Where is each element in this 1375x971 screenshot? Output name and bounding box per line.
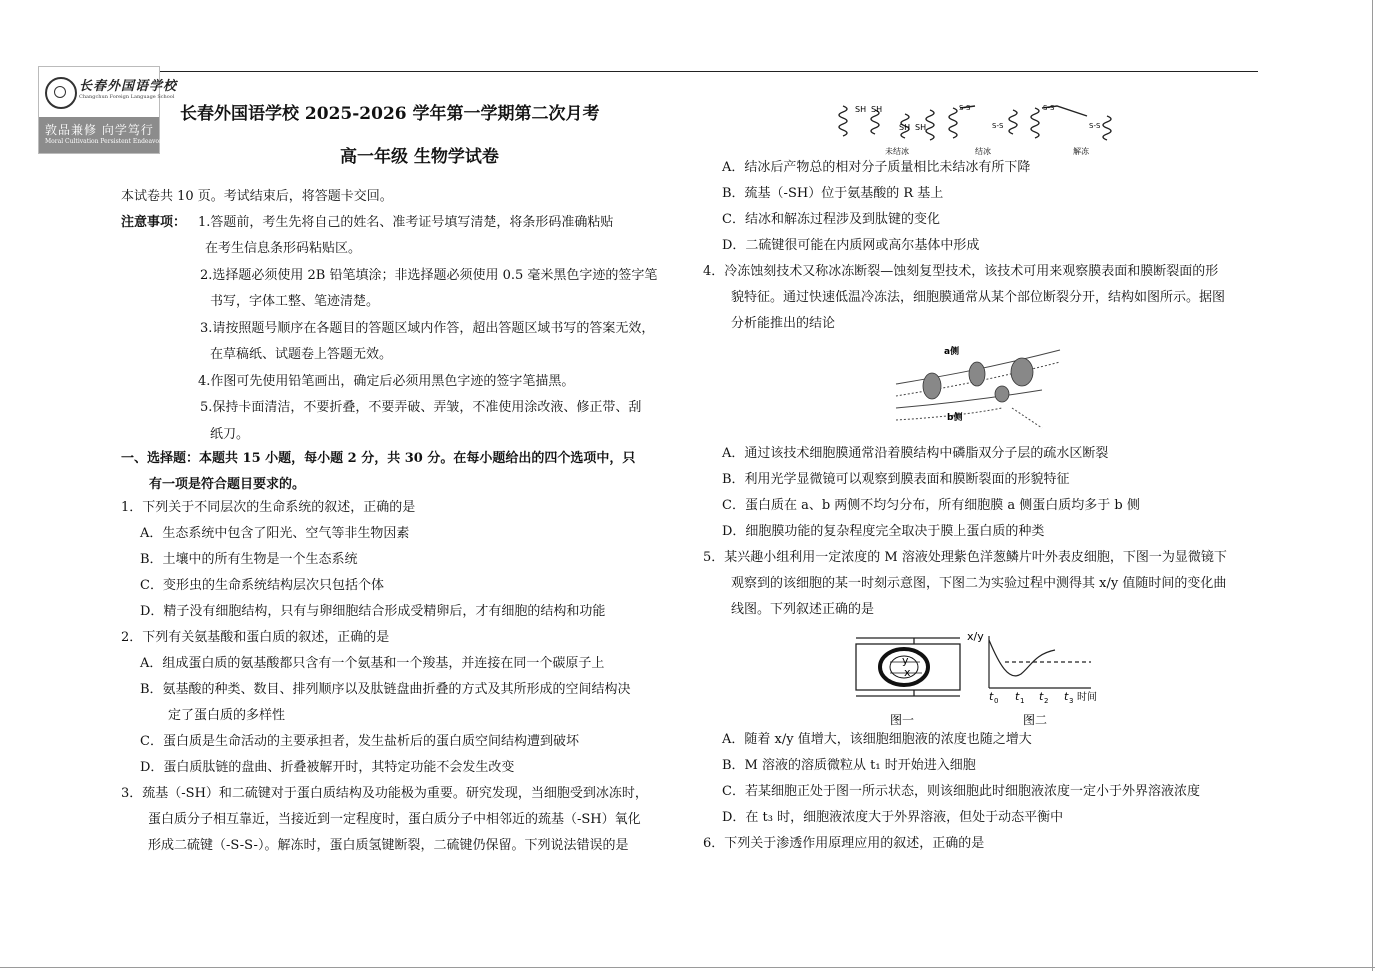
tick-t0-sub: 0 [994, 697, 999, 705]
ss-label-3: S-S [1043, 104, 1055, 112]
q1-stem: 1．下列关于不同层次的生命系统的叙述，正确的是 [121, 500, 416, 515]
membrane-tail [1012, 408, 1042, 428]
q4-membrane-figure [892, 342, 1067, 432]
ss-label-1: S-S [959, 104, 971, 112]
membrane-protein-3 [1011, 358, 1033, 386]
notice-line-1: 1.答题前，考生先将自己的姓名、准考证号填写清楚，将条形码准确粘贴 [198, 215, 614, 230]
tick-t2-sub: 2 [1044, 697, 1049, 705]
intro-text: 本试卷共 10 页。考试结束后，将答题卡交回。 [121, 189, 393, 204]
protein-chain-5 [949, 108, 957, 138]
membrane-protein-4 [995, 386, 1009, 402]
q5-stem-line3: 线图。下列叙述正确的是 [731, 602, 875, 617]
q1-option-c: C．变形虫的生命系统结构层次只包括个体 [140, 578, 384, 593]
fig-label-unfrozen: 未结冰 [885, 147, 909, 156]
side-a-label: a侧 [944, 347, 960, 357]
logo-motto-en: Moral Cultivation Persistent Endeavor [45, 138, 162, 145]
school-seal-icon [45, 77, 77, 109]
tick-t2: t [1039, 690, 1044, 703]
q2-option-d: D．蛋白质肽链的盘曲、折叠被解开时，其特定功能不会发生改变 [140, 760, 515, 775]
membrane-protein-2 [969, 362, 985, 386]
logo-english-name: Changchun Foreign Language School [79, 94, 175, 100]
sh-label-4: SH [915, 123, 927, 132]
q2-stem: 2．下列有关氨基酸和蛋白质的叙述，正确的是 [121, 630, 390, 645]
notice-label: 注意事项： [121, 215, 187, 230]
protein-chain-7 [1031, 108, 1039, 138]
q4-option-b: B．利用光学显微镜可以观察到膜表面和膜断裂面的形貌特征 [722, 472, 1070, 487]
q4-option-a: A．通过该技术细胞膜通常沿着膜结构中磷脂双分子层的疏水区断裂 [722, 446, 1109, 461]
notice-line-5: 3.请按照题号顺序在各题目的答题区域内作答，超出答题区域书写的答案无效， [200, 321, 655, 336]
page-edge-right [1372, 0, 1373, 971]
tick-t3: t [1064, 690, 1069, 703]
ss-label-4: S-S [1089, 122, 1101, 130]
q3-option-c: C．结冰和解冻过程涉及到肽键的变化 [722, 212, 940, 227]
q1-option-b: B．土壤中的所有生物是一个生态系统 [140, 552, 358, 567]
logo-school-name: 长春外国语学校 [79, 79, 178, 94]
fig2-caption: 图二 [1023, 713, 1048, 727]
q5-option-d: D．在 t₃ 时，细胞液浓度大于外界溶液，但处于动态平衡中 [722, 810, 1064, 825]
tick-t1: t [1015, 690, 1020, 703]
logo-motto: 敦品兼修 向学笃行 [45, 123, 154, 137]
q4-stem-line3: 分析能推出的结论 [731, 316, 836, 331]
notice-line-3: 2.选择题必须使用 2B 铅笔填涂；非选择题必须使用 0.5 毫米黑色字迹的签字笔 [200, 268, 658, 283]
q5-option-a: A．随着 x/y 值增大，该细胞细胞液的浓度也随之增大 [722, 732, 1032, 747]
header-rule [160, 71, 1258, 72]
q4-option-d: D．细胞膜功能的复杂程度完全取决于膜上蛋白质的种类 [722, 524, 1045, 539]
logo-upper [39, 67, 178, 117]
q5-stem: 5．某兴趣小组利用一定浓度的 M 溶液处理紫色洋葱鳞片叶外表皮细胞，下图一为显微镜下 [703, 550, 1227, 565]
protein-chain-1 [839, 106, 847, 136]
school-logo [38, 66, 178, 154]
q3-stem-line2: 蛋白质分子相互靠近，当接近到一定程度时，蛋白质分子中相邻近的巯基（-SH）氧化 [148, 812, 641, 827]
q6-stem: 6．下列关于渗透作用原理应用的叙述，正确的是 [703, 836, 985, 851]
fig1-x-label: x [904, 666, 911, 679]
protein-chain-8 [1103, 116, 1111, 140]
q3-option-a: A．结冰后产物总的相对分子质量相比未结冰有所下降 [722, 160, 1031, 175]
logo-lower [39, 117, 162, 153]
exam-title: 长春外国语学校 2025-2026 学年第一学期第二次月考 [180, 104, 600, 124]
notice-line-4: 书写，字体工整、笔迹清楚。 [210, 294, 380, 309]
q2-option-b-cont: 定了蛋白质的多样性 [168, 708, 286, 723]
q3-option-b: B．巯基（-SH）位于氨基酸的 R 基上 [722, 186, 944, 201]
q5-figure-one [852, 630, 964, 730]
q3-stem-line3: 形成二硫键（-S-S-）。解冻时，蛋白质氢键断裂，二硫键仍保留。下列说法错误的是 [148, 838, 629, 853]
q2-option-a: A．组成蛋白质的氨基酸都只含有一个氨基和一个羧基，并连接在同一个碳原子上 [140, 656, 605, 671]
notice-line-2: 在考生信息条形码粘贴区。 [205, 241, 362, 256]
q1-option-d: D．精子没有细胞结构，只有与卵细胞结合形成受精卵后，才有细胞的结构和功能 [140, 604, 606, 619]
fig1-y-label: y [902, 654, 909, 667]
q5-figure-two [965, 626, 1110, 730]
sh-label-3: SH [899, 123, 911, 132]
fig2-x-label: 时间 [1077, 692, 1097, 703]
q5-option-c: C．若某细胞正处于图一所示状态，则该细胞此时细胞液浓度一定小于外界溶液浓度 [722, 784, 1200, 799]
membrane-protein-1 [923, 373, 941, 399]
protein-chain-6 [1009, 110, 1017, 134]
fig1-caption: 图一 [890, 713, 915, 727]
q2-option-b: B．氨基酸的种类、数目、排列顺序以及肽链盘曲折叠的方式及其所形成的空间结构决 [140, 682, 631, 697]
fig2-y-label: x/y [967, 630, 984, 643]
fig-label-thawed: 解冻 [1073, 147, 1089, 156]
notice-line-9: 纸刀。 [210, 427, 250, 442]
fig-label-frozen: 结冰 [975, 147, 991, 156]
q3-option-d: D．二硫键很可能在内质网或高尔基体中形成 [722, 238, 980, 253]
q4-option-c: C．蛋白质在 a、b 两侧不均匀分布，所有细胞膜 a 侧蛋白质均多于 b 侧 [722, 498, 1140, 513]
q4-stem: 4．冷冻蚀刻技术又称冰冻断裂—蚀刻复型技术，该技术可用来观察膜表面和膜断裂面的形 [703, 264, 1219, 279]
q3-stem: 3．巯基（-SH）和二硫键对于蛋白质结构及功能极为重要。研究发现，当细胞受到冰冻时， [121, 786, 648, 801]
sh-label-2: SH [871, 105, 883, 114]
membrane-lower-edge [896, 390, 1042, 408]
q4-stem-line2: 貌特征。通过快速低温冷冻法，细胞膜通常从某个部位断裂分开，结构如图所示。据图 [731, 290, 1226, 305]
tick-t1-sub: 1 [1020, 697, 1025, 705]
notice-line-6: 在草稿纸、试题卷上答题无效。 [210, 347, 393, 362]
q5-stem-line2: 观察到的该细胞的某一时刻示意图，下图二为实验过程中测得其 x/y 值随时间的变化曲 [731, 576, 1227, 591]
tick-t3-sub: 3 [1069, 697, 1074, 705]
q5-option-b: B．M 溶液的溶质微粒从 t₁ 时开始进入细胞 [722, 758, 976, 773]
notice-line-7: 4.作图可先使用铅笔画出，确定后必须用黑色字迹的签字笔描黑。 [198, 374, 575, 389]
page-edge-bottom [0, 967, 1375, 968]
protein-chain-4 [926, 110, 934, 140]
exam-subtitle: 高一年级 生物学试卷 [340, 147, 499, 167]
xy-curve [989, 640, 1055, 676]
section1-heading: 一、选择题：本题共 15 小题，每小题 2 分，共 30 分。在每小题给出的四个选项中，只 [121, 451, 636, 466]
tick-t0: t [989, 690, 994, 703]
ss-label-2: S-S [992, 122, 1004, 130]
sh-label-1: SH [855, 105, 867, 114]
q2-option-c: C．蛋白质是生命活动的主要承担者，发生盐析后的蛋白质空间结构遭到破坏 [140, 734, 579, 749]
section1-heading-cont: 有一项是符合题目要求的。 [149, 477, 306, 492]
q1-option-a: A．生态系统中包含了阳光、空气等非生物因素 [140, 526, 410, 541]
notice-line-8: 5.保持卡面清洁，不要折叠，不要弄破、弄皱，不准使用涂改液、修正带、刮 [200, 400, 642, 415]
q3-protein-figure [835, 96, 1130, 160]
side-b-label: b侧 [947, 413, 963, 423]
